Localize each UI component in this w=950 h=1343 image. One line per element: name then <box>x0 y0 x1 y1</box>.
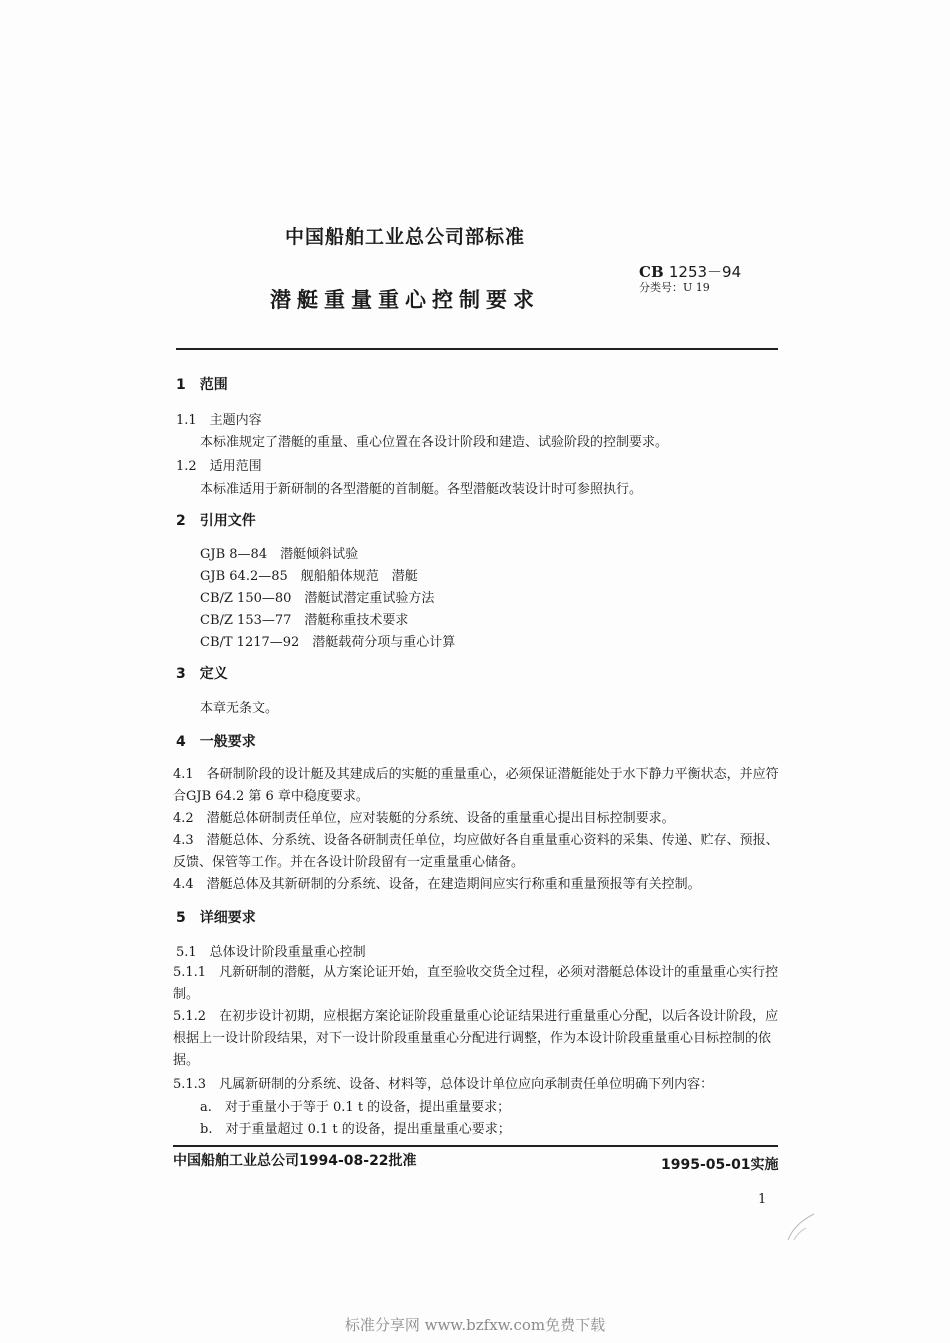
section-5-heading: 5 详细要求 <box>176 910 256 926</box>
header-divider <box>176 348 778 350</box>
reference-item: CB/Z 153—77 潜艇称重技术要求 <box>200 613 409 628</box>
clause-4-3: 4.3 潜艇总体、分系统、设备各研制责任单位，均应做好各自重量重心资料的采集、传递、贮存、预报、反馈、保管等工作。并在各设计阶段留有一定重量重心储备。 <box>173 833 779 870</box>
classification-number: 分类号：U 19 <box>639 281 710 294</box>
section-1-2-body: 本标准适用于新研制的各型潜艇的首制艇。各型潜艇改装设计时可参照执行。 <box>200 482 643 497</box>
section-1-1-title: 1.1 主题内容 <box>176 413 262 428</box>
reference-item: GJB 8—84 潜艇倾斜试验 <box>200 547 359 562</box>
clause-4-1: 4.1 各研制阶段的设计艇及其建成后的实艇的重量重心，必须保证潜艇能处于水下静力平衡状态，并应符合GJB 64.2 第 6 章中稳度要求。 <box>173 767 779 804</box>
list-item-a: a. 对于重量小于等于 0.1 t 的设备，提出重量要求； <box>200 1100 511 1115</box>
clause-5-1-2: 5.1.2 在初步设计初期，应根据方案论证阶段重量重心论证结果进行重量重心分配，以后各设计阶段，应根据上一设计阶段结果，对下一设计阶段重量重心分配进行调整，作为本设计阶段重量重心目标控制的依据。 <box>173 1009 779 1068</box>
section-1-heading: 1 范围 <box>176 377 228 393</box>
issuing-org: 中国船舶工业总公司部标准 <box>284 226 525 248</box>
clause-5-1-3: 5.1.3 凡属新研制的分系统、设备、材料等，总体设计单位应向承制责任单位明确下列内容： <box>173 1077 714 1092</box>
reference-item: CB/Z 150—80 潜艇试潜定重试验方法 <box>200 591 435 606</box>
footer-divider <box>173 1145 778 1147</box>
clause-4-4: 4.4 潜艇总体及其新研制的分系统、设备，在建造期间应实行称重和重量预报等有关控制。 <box>173 877 701 892</box>
section-4-heading: 4 一般要求 <box>176 734 256 750</box>
page-curl-mark <box>780 1210 820 1250</box>
section-1-1-body: 本标准规定了潜艇的重量、重心位置在各设计阶段和建造、试验阶段的控制要求。 <box>200 435 669 450</box>
approval-line: 中国船舶工业总公司1994-08-22批准 <box>173 1153 417 1169</box>
site-watermark: 标准分享网 www.bzfxw.com免费下载 <box>344 1316 606 1334</box>
standard-code-number: 1253－94 <box>668 263 742 281</box>
clause-4-2: 4.2 潜艇总体研制责任单位，应对装艇的分系统、设备的重量重心提出目标控制要求。 <box>173 811 675 826</box>
document-title: 潜艇重量重心控制要求 <box>270 288 540 312</box>
effective-date: 1995-05-01实施 <box>661 1157 779 1173</box>
section-2-heading: 2 引用文件 <box>176 513 256 529</box>
reference-item: CB/T 1217—92 潜艇载荷分项与重心计算 <box>200 635 456 650</box>
clause-5-1: 5.1 总体设计阶段重量重心控制 <box>176 945 366 960</box>
section-3-heading: 3 定义 <box>176 666 228 682</box>
section-3-body: 本章无条文。 <box>200 701 279 716</box>
reference-item: GJB 64.2—85 舰船船体规范 潜艇 <box>200 569 418 584</box>
section-1-2-title: 1.2 适用范围 <box>176 459 262 474</box>
list-item-b: b. 对于重量超过 0.1 t 的设备，提出重量重心要求； <box>200 1122 511 1137</box>
page-number: 1 <box>758 1192 767 1207</box>
standard-code-prefix: CB <box>639 263 664 281</box>
clause-5-1-1: 5.1.1 凡新研制的潜艇，从方案论证开始，直至验收交货全过程，必须对潜艇总体设计的重量重心实行控制。 <box>173 965 779 1002</box>
